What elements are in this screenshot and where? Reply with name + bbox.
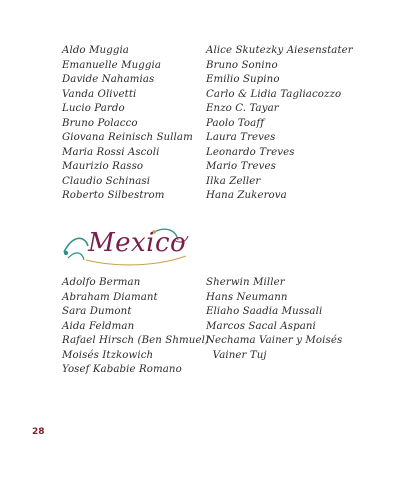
name-entry: Ilka Zeller [206, 175, 261, 187]
name-entry: Claudio Schinasi [62, 175, 151, 187]
name-entry: Lucio Pardo [62, 103, 125, 114]
page-number: 28 [32, 427, 45, 437]
name-entry: Bruno Polacco [62, 117, 138, 129]
bottom-left-name-list [62, 276, 209, 378]
name-entry: Adolfo Berman [62, 277, 141, 288]
name-entry: Vanda Olivetti [62, 88, 137, 100]
name-entry: Eliaho Saadia Mussali [206, 306, 323, 317]
name-entry: Leonardo Treves [206, 146, 295, 158]
name-entry: Sara Dumont [62, 306, 132, 317]
name-entry: Giovana Reinisch Sullam [62, 132, 193, 143]
name-entry: Aida Feldman [62, 320, 135, 332]
section-heading [58, 222, 198, 270]
section-title: Mexico [88, 228, 187, 258]
name-entry: Emilio Supino [206, 74, 280, 85]
name-entry: Emanuelle Muggia [62, 59, 162, 71]
name-entry: Roberto Silbestrom [62, 190, 165, 201]
name-entry: Maurizio Rasso [62, 161, 144, 172]
name-entry: Marcos Sacal Aspani [206, 320, 316, 332]
name-entry: Maria Rossi Ascoli [62, 146, 160, 158]
name-entry: Hans Neumann [206, 291, 288, 303]
name-entry: Paolo Toaff [206, 117, 265, 129]
top-left-name-list [62, 44, 193, 204]
bottom-right-name-list [206, 276, 342, 363]
name-entry: Nechama Vainer y Moisés [206, 335, 343, 346]
name-entry: Davide Nahamias [62, 74, 155, 85]
name-entry: Carlo & Lidia Tagliacozzo [206, 88, 342, 100]
name-entry: Hana Zukerova [206, 190, 287, 201]
name-entry: Laura Treves [206, 132, 276, 143]
name-entry: Vainer Tuj [206, 349, 267, 361]
top-right-name-list [206, 44, 353, 204]
name-entry: Aldo Muggia [62, 45, 129, 56]
name-entry: Moisés Itzkowich [62, 349, 154, 361]
name-entry: Sherwin Miller [206, 277, 285, 288]
name-entry: Rafael Hirsch (Ben Shmuel) [62, 335, 210, 346]
name-entry: Yosef Kababie Romano [62, 364, 182, 375]
name-entry: Alice Skutezky Aiesenstater [206, 45, 353, 56]
name-entry: Enzo C. Tayar [206, 103, 279, 114]
name-entry: Bruno Sonino [206, 59, 278, 71]
name-entry: Mario Treves [206, 161, 276, 172]
name-entry: Abraham Diamant [62, 291, 158, 303]
